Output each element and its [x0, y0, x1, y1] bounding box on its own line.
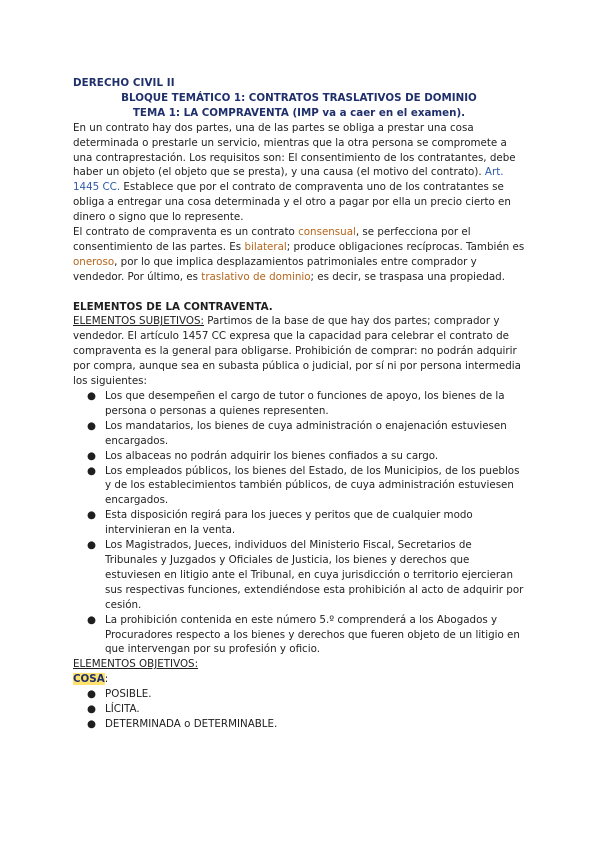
- list-item-text: Los que desempeñen el cargo de tutor o funciones de apoyo, los bienes de la persona o personas a quienes representen.: [105, 390, 505, 417]
- cosa-list: [73, 687, 525, 732]
- intro-paragraph-1: [73, 121, 525, 225]
- list-item: [73, 449, 525, 464]
- term-oneroso: oneroso: [73, 255, 115, 268]
- subjective-label: ELEMENTOS SUBJETIVOS:: [73, 315, 205, 328]
- article-reference: Art. 1445 CC.: [73, 166, 504, 194]
- list-item: [73, 717, 525, 732]
- bullet-icon: ●: [87, 703, 96, 716]
- list-item: [73, 508, 525, 538]
- text-fragment: , se perfecciona por el consentimiento de las partes. Es: [73, 226, 471, 253]
- subjective-paragraph: [73, 314, 525, 389]
- bullet-icon: ●: [87, 509, 96, 522]
- term-bilateral: bilateral: [244, 240, 287, 253]
- list-item-text: Los Magistrados, Jueces, individuos del Ministerio Fiscal, Secretarios de Tribunales y Juzgados y Oficiales de Justicia, los bienes y derechos que estuviesen en litigio ante el Tribunal, en cuya jurisdicción o territorio ejercieran sus respectivas funciones, extendiéndose esta prohibición al acto de adquirir por cesión.: [105, 539, 524, 611]
- block-title: BLOQUE TEMÁTICO 1: CONTRATOS TRASLATIVOS DE DOMINIO: [121, 91, 477, 104]
- objective-label: ELEMENTOS OBJETIVOS:: [73, 658, 199, 671]
- bullet-icon: ●: [87, 419, 96, 432]
- subjective-text: Partimos de la base de que hay dos partes; comprador y vendedor. El artículo 1457 CC expresa que la capacidad para celebrar el contrato de compraventa es la general para obligarse. Prohibición de comprar: no podrán adquirir por compra, aunque sea en subasta pública o judicial, por sí ni por persona intermedia los siguientes:: [73, 315, 521, 388]
- document-page: [73, 76, 525, 732]
- list-item-text: La prohibición contenida en este número 5.º comprenderá a los Abogados y Procuradores respecto a los bienes y derechos que fueren objeto de un litigio en que intervengan por su profesión y oficio.: [105, 613, 520, 656]
- bullet-icon: ●: [87, 464, 96, 477]
- bullet-icon: ●: [87, 717, 96, 730]
- list-item-text: Los albaceas no podrán adquirir los bienes confiados a su cargo.: [105, 449, 439, 462]
- list-item-text: Los empleados públicos, los bienes del Estado, de los Municipios, de los pueblos y de los establecimientos también públicos, de cuya administración estuviesen encargados.: [105, 464, 520, 507]
- list-item-text: DETERMINADA o DETERMINABLE.: [105, 717, 278, 730]
- text-fragment: ; produce obligaciones recíprocas. También es: [286, 240, 525, 253]
- list-item: [73, 464, 525, 509]
- list-item: [73, 419, 525, 449]
- text-fragment: ; es decir, se traspasa una propiedad.: [310, 270, 505, 283]
- list-item: [73, 687, 525, 702]
- list-item: [73, 613, 525, 658]
- list-item: [73, 538, 525, 613]
- list-item: [73, 702, 525, 717]
- intro-paragraph-2: [73, 225, 525, 285]
- cosa-heading: [73, 672, 525, 687]
- list-item-text: LÍCITA.: [105, 703, 140, 716]
- bullet-icon: ●: [87, 613, 96, 626]
- course-title: DERECHO CIVIL II: [73, 77, 175, 89]
- list-item: [73, 389, 525, 419]
- text-fragment: El contrato de compraventa es un contrato: [73, 226, 299, 239]
- term-consensual: consensual: [298, 226, 356, 239]
- cosa-colon: :: [104, 673, 109, 686]
- list-item-text: POSIBLE.: [105, 688, 152, 701]
- list-item-text: Los mandatarios, los bienes de cuya administración o enajenación estuviesen encargados.: [105, 419, 507, 447]
- section-title: ELEMENTOS DE LA CONTRAVENTA.: [73, 300, 273, 313]
- term-traslativo: traslativo de dominio: [201, 270, 311, 283]
- intro-text: En un contrato hay dos partes, una de las partes se obliga a prestar una cosa determinada o prestarle un servicio, mientras que la otra persona se compromete a una contraprestación. Los requisitos son: El consentimiento de los contratantes, debe haber un objeto (el objeto que se presta), y una causa (el motivo del contrato).: [73, 121, 516, 179]
- bullet-icon: ●: [87, 539, 96, 552]
- cosa-label: COSA: [73, 673, 105, 686]
- topic-title: TEMA 1: LA COMPRAVENTA (IMP va a caer en el examen).: [132, 106, 466, 119]
- text-fragment: , por lo que implica desplazamientos patrimoniales entre comprador y vendedor. Por último, es: [73, 255, 477, 283]
- bullet-icon: ●: [87, 390, 96, 403]
- list-item-text: Esta disposición regirá para los jueces y peritos que de cualquier modo intervinieran en la venta.: [105, 509, 473, 537]
- bullet-icon: ●: [87, 688, 96, 701]
- bullet-icon: ●: [87, 449, 96, 462]
- prohibition-list: [73, 389, 525, 657]
- intro-text-cont: Establece que por el contrato de compraventa uno de los contratantes se obliga a entregar una cosa determinada y el otro a pagar por ella un precio cierto en dinero o signo que lo represente.: [73, 181, 511, 224]
